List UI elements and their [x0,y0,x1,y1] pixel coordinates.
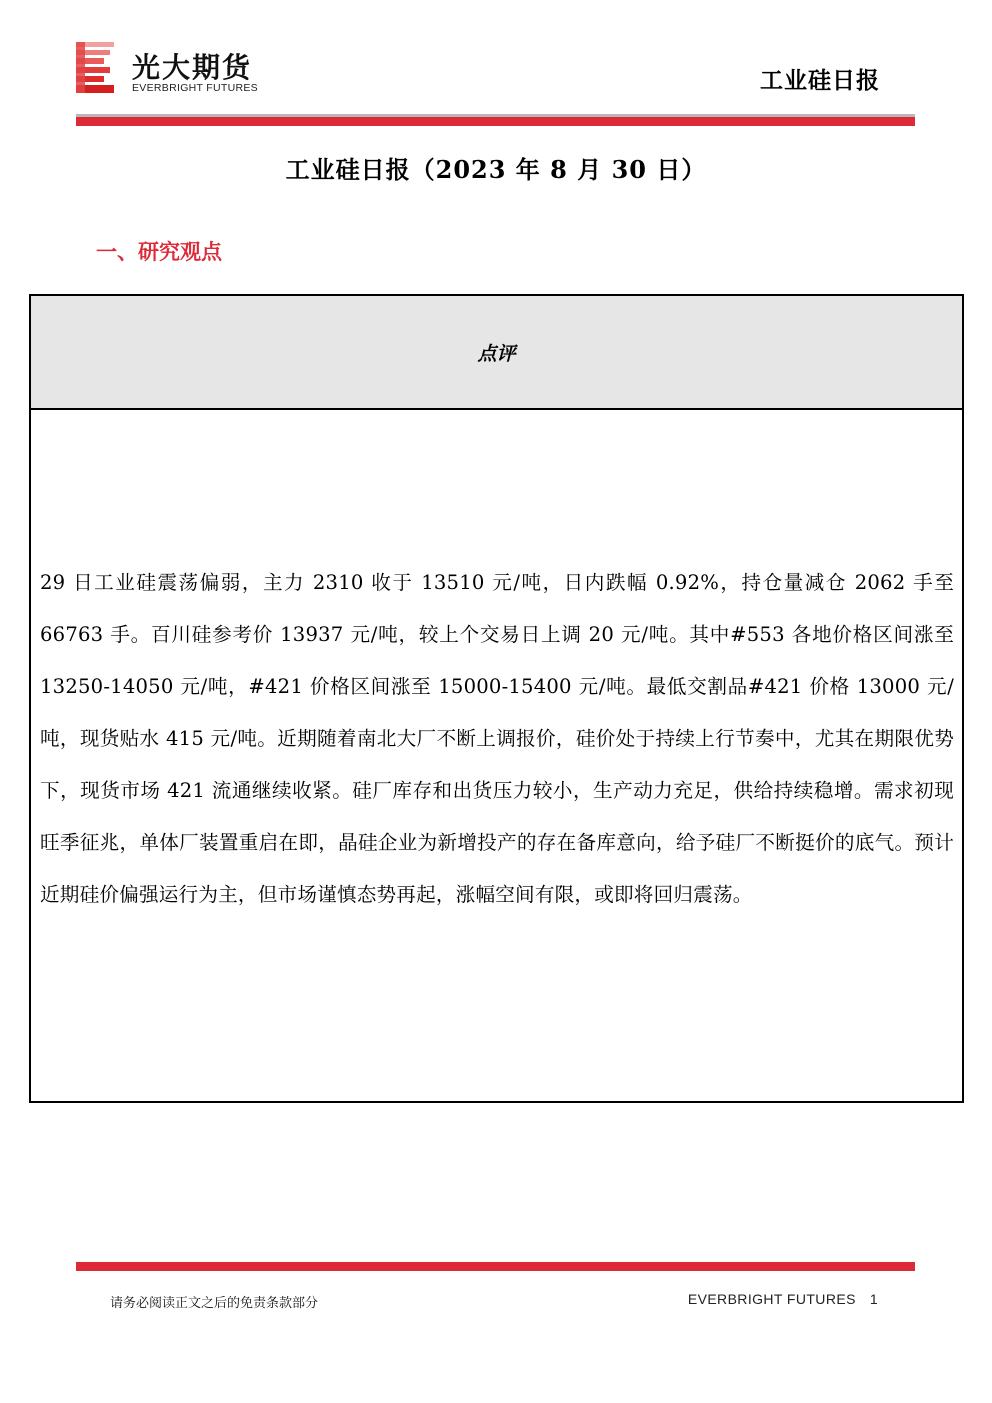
page-number: 1 [869,1291,878,1307]
header-report-name: 工业硅日报 [760,67,880,94]
footer-divider [76,1262,915,1271]
header-divider [76,114,915,126]
everbright-logo-icon [76,42,116,96]
commentary-table [29,294,964,1103]
table-header [31,296,962,410]
footer-company: EVERBRIGHT FUTURES [687,1291,856,1307]
document-title: 工业硅日报（2023 年 8 月 30 日） [285,155,707,184]
company-logo [76,42,286,98]
commentary-text: 29 日工业硅震荡偏弱，主力 2310 收于 13510 元/吨，日内跌幅 0.92%，持仓量减仓 2062 手至 66763 手。百川硅参考价 13937 元/吨，较上个交易日上调 20 元/吨。其中#553 各地价格区间涨至 13250-14050 元/吨，#421 价格区间涨至 15000-15400 元/吨。最低交割品#421 价格 13000 元/吨，现货贴水 415 元/吨。近期随着南北大厂不断上调报价，硅价处于持续上行节奏中，尤其在期限优势下，现货市场 421 流通继续收紧。硅厂库存和出货压力较小，生产动力充足，供给持续稳增。需求初现旺季征兆，单体厂装置重启在即，晶硅企业为新增投产的存在备库意向，给予硅厂不断挺价的底气。预计近期硅价偏强运行为主，但市场谨慎态势再起，涨幅空间有限，或即将回归震荡。 [40,571,954,906]
footer-disclaimer: 请务必阅读正文之后的免责条款部分 [110,1296,319,1311]
logo-name-cn: 光大期货 [132,51,253,84]
table-body [31,410,962,1101]
table-header-label: 点评 [477,342,516,365]
logo-name-en: EVERBRIGHT FUTURES [132,82,258,94]
footer-company-page [688,1291,878,1307]
section-heading: 一、研究观点 [96,239,222,264]
